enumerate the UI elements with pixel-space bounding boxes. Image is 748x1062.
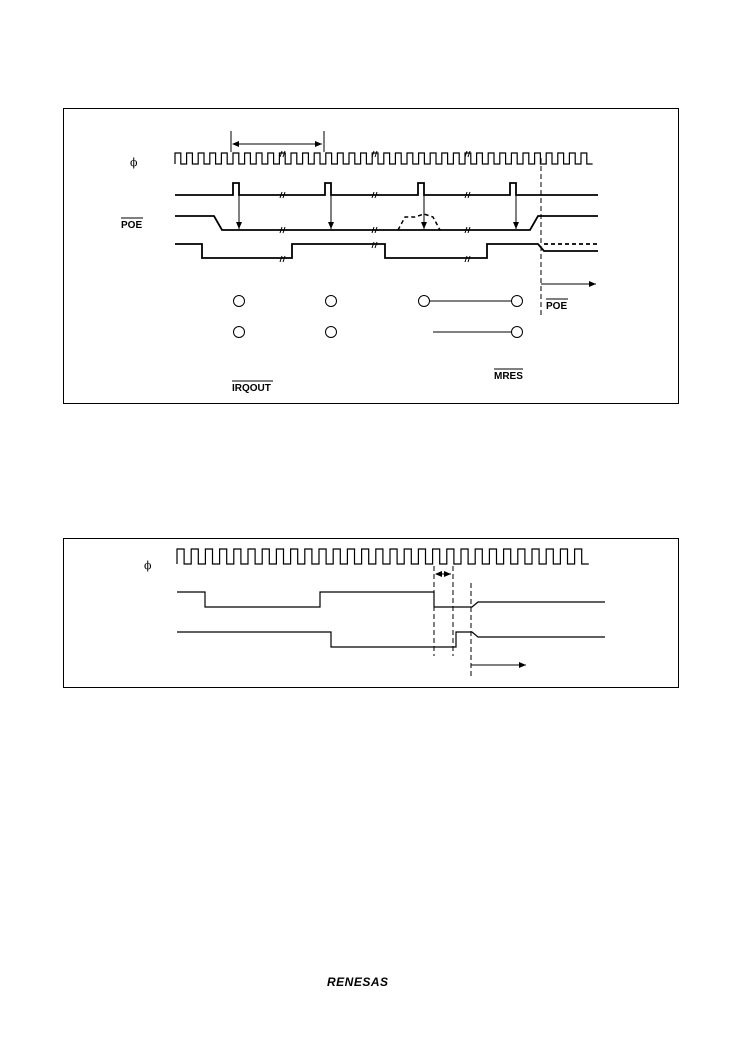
poe-waveform	[175, 216, 598, 230]
timing-diagram-inputs	[63, 538, 679, 688]
clock-waveform-a	[175, 153, 593, 164]
sampling-pulse-waveform	[175, 183, 598, 195]
poe-dashed-glitch	[398, 214, 440, 230]
clock-label-a: ϕ	[130, 156, 138, 169]
output-waveform	[175, 244, 598, 258]
poe-arrow-label: POE	[546, 301, 568, 312]
svg-text:RENESAS: RENESAS	[327, 975, 389, 989]
wave-break-marks	[280, 151, 470, 262]
mres-label: MRES	[494, 371, 523, 382]
poe-signal-label: POE	[121, 220, 143, 231]
clock-label-b: ϕ	[144, 559, 152, 572]
renesas-logo	[327, 975, 389, 989]
irqout-label: IRQOUT	[232, 383, 271, 394]
